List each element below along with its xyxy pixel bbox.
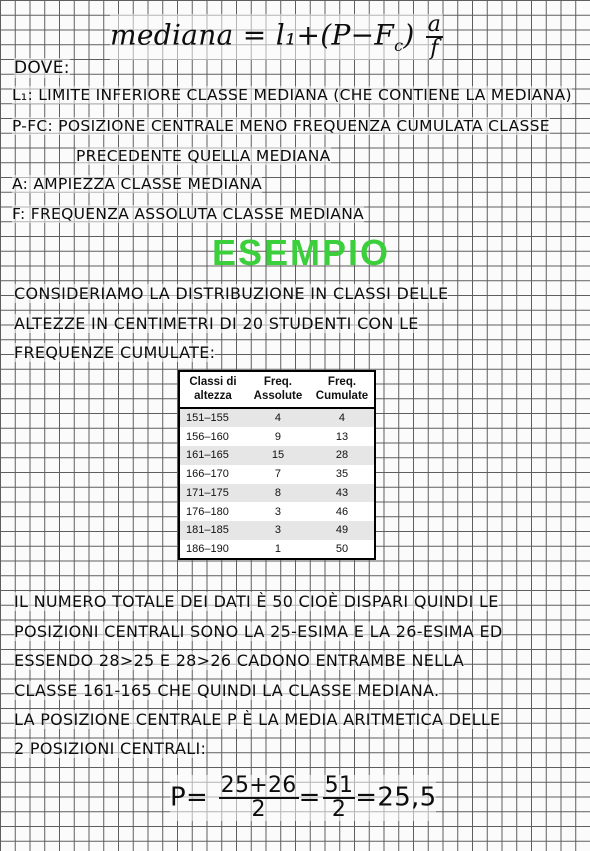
- fraction-sum-denominator: 2: [251, 797, 266, 822]
- explanation-line: 2 POSIZIONI CENTRALI:: [14, 739, 207, 758]
- cell-cumulative: 49: [310, 521, 374, 540]
- cell-absolute: 1: [274, 542, 282, 555]
- cell-absolute: 3: [274, 505, 282, 518]
- table-row: [180, 446, 374, 465]
- explanation-line: ESSENDO 28>25 E 28>26 CADONO ENTRAMBE NELLA: [14, 651, 465, 670]
- fraction-simplified-denominator: 2: [331, 797, 347, 822]
- intro-line: CONSIDERIAMO LA DISTRIBUZIONE IN CLASSI DELLE: [14, 284, 449, 303]
- formula-term: l₁+(P−F: [275, 18, 395, 52]
- table-row: [180, 427, 374, 446]
- cell-cumulative: 46: [335, 505, 349, 518]
- final-result: =25,5: [355, 782, 437, 813]
- header-cumulative-frequency: Freq. Cumulate: [315, 376, 369, 403]
- frequency-table: [178, 370, 376, 560]
- central-position-formula: [170, 775, 436, 821]
- cell-cumulative: 4: [310, 408, 374, 428]
- table-row: [180, 465, 374, 484]
- explanation-line: IL NUMERO TOTALE DEI DATI È 50 CIOÈ DISPARI QUINDI LE: [14, 592, 499, 611]
- fraction-denominator: f: [430, 36, 439, 61]
- cell-cumulative: 28: [310, 446, 374, 465]
- cell-cumulative: 35: [335, 468, 349, 481]
- definition-f: F: FREQUENZA ASSOLUTA CLASSE MEDIANA: [12, 205, 364, 223]
- frequency-table-grid: [180, 372, 374, 558]
- table-row: [180, 408, 374, 428]
- header-absolute-frequency: Freq. Assolute: [253, 376, 303, 403]
- fraction-numerator: a: [427, 12, 442, 37]
- median-formula: [110, 14, 443, 60]
- explanation-line: CLASSE 161-165 CHE QUINDI LA CLASSE MEDIANA.: [14, 681, 440, 700]
- table-row: [180, 502, 374, 521]
- header-classes: Classi di altezza: [189, 376, 237, 403]
- cell-class: 171–175: [180, 484, 246, 503]
- cell-absolute: 8: [246, 484, 310, 503]
- fraction-sum-numerator: 25+26: [220, 773, 297, 798]
- fraction-simplified: [323, 775, 356, 821]
- definition-p-fc-continued: PRECEDENTE QUELLA MEDIANA: [76, 147, 331, 165]
- cell-absolute: 9: [274, 430, 282, 443]
- final-equals: =: [298, 782, 321, 813]
- fraction-simplified-numerator: 51: [324, 773, 354, 798]
- where-label: DOVE:: [14, 58, 70, 78]
- definition-p-fc: P-FC: POSIZIONE CENTRALE MENO FREQUENZA CUMULATA CLASSE: [12, 117, 550, 135]
- cell-class: 161–165: [180, 446, 246, 465]
- cell-cumulative: 43: [310, 484, 374, 503]
- cell-class: 181–185: [180, 521, 246, 540]
- intro-line: ALTEZZE IN CENTIMETRI DI 20 STUDENTI CON LE: [14, 314, 419, 333]
- example-title: ESEMPIO: [212, 232, 391, 273]
- final-lhs: P=: [170, 782, 209, 813]
- cell-class: 186–190: [186, 542, 229, 555]
- cell-class: 176–180: [186, 505, 229, 518]
- cell-cumulative: 13: [335, 430, 349, 443]
- cell-absolute: 15: [246, 446, 310, 465]
- cell-class: 156–160: [186, 430, 229, 443]
- formula-close: ): [403, 18, 415, 52]
- cell-absolute: 7: [274, 468, 282, 481]
- cell-cumulative: 50: [335, 542, 349, 555]
- formula-lhs: mediana =: [110, 18, 276, 52]
- cell-absolute: 3: [246, 521, 310, 540]
- table-row: [180, 484, 374, 503]
- explanation-line: LA POSIZIONE CENTRALE P È LA MEDIA ARITMETICA DELLE: [14, 710, 501, 729]
- cell-absolute: 4: [246, 408, 310, 428]
- formula-subscript: c: [394, 36, 404, 56]
- formula-fraction: [426, 14, 443, 60]
- table-row: [180, 521, 374, 540]
- explanation-line: POSIZIONI CENTRALI SONO LA 25-ESIMA E LA 26-ESIMA ED: [14, 622, 503, 641]
- table-header-row: [180, 372, 374, 408]
- fraction-sum: [219, 775, 299, 821]
- definition-a: A: AMPIEZZA CLASSE MEDIANA: [12, 175, 263, 193]
- cell-class: 151–155: [180, 408, 246, 428]
- cell-class: 166–170: [186, 468, 229, 481]
- table-row: [180, 540, 374, 559]
- intro-line: FREQUENZE CUMULATE:: [14, 343, 216, 362]
- definition-l1: L₁: LIMITE INFERIORE CLASSE MEDIANA (CHE CONTIENE LA MEDIANA): [12, 86, 572, 104]
